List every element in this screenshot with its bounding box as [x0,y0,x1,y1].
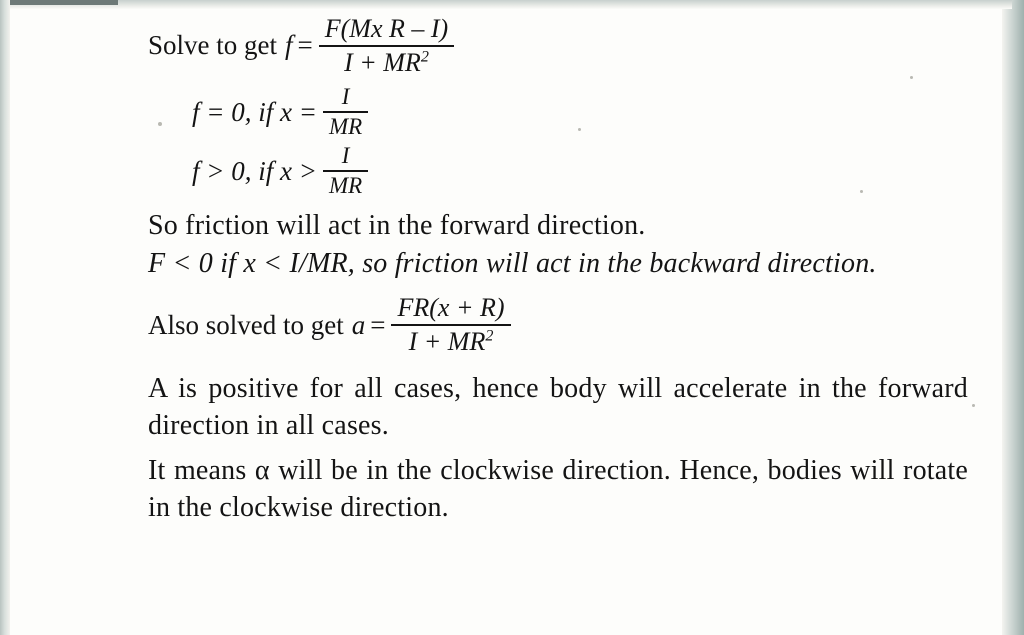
fraction-denominator [338,47,435,78]
paragraph-friction-backward: F < 0 if x < I/MR, so friction will act in the backward direction. [148,248,877,280]
equation-condition-1 [192,84,988,141]
equation-acceleration [148,293,988,357]
fraction-condition-1 [323,84,368,141]
fraction-acceleration [391,293,510,357]
fraction-denominator: MR [328,114,363,140]
solve-variable-f: f [285,30,293,61]
condition-1-left: f = 0, if x = [192,96,317,127]
fraction-denominator-exponent: 2 [485,327,494,345]
fraction-denominator [403,326,500,357]
fraction-numerator: I [341,83,350,109]
fraction-numerator: I [341,142,350,168]
also-variable-a: a [351,309,366,340]
page-edge-left [0,0,10,635]
paragraph-acceleration-note: A is positive for all cases, hence body will accelerate in the forward direction in all cases. [148,373,968,442]
page-edge-top [10,0,1012,9]
solve-prefix-text: Solve to get [148,30,277,61]
condition-2-left: f > 0, if x > [192,155,317,186]
paragraph-clockwise-note: It means α will be in the clockwise direction. Hence, bodies will rotate in the clockwise direction. [148,455,968,524]
fraction-denominator-text: I + MR [408,327,486,357]
solve-equals-sign: = [297,30,313,61]
fraction-denominator-text: I + MR [344,47,421,77]
page-edge-right [1002,0,1024,635]
also-equals-sign: = [370,309,386,340]
equation-condition-2 [192,143,988,200]
paragraph-friction-forward: So friction will act in the forward direction. [148,209,646,241]
fraction-denominator: MR [328,173,363,199]
fraction-condition-2 [323,143,368,200]
fraction-denominator-exponent: 2 [420,48,429,66]
document-body [148,14,988,527]
fraction-numerator: FR(x + R) [397,293,505,323]
fraction-solve [319,14,454,78]
page-corner-mark [10,0,118,5]
fraction-numerator: F(Mx R – I) [324,14,449,43]
also-prefix-text: Also solved to get [148,309,344,340]
equation-solve-f [148,14,988,78]
